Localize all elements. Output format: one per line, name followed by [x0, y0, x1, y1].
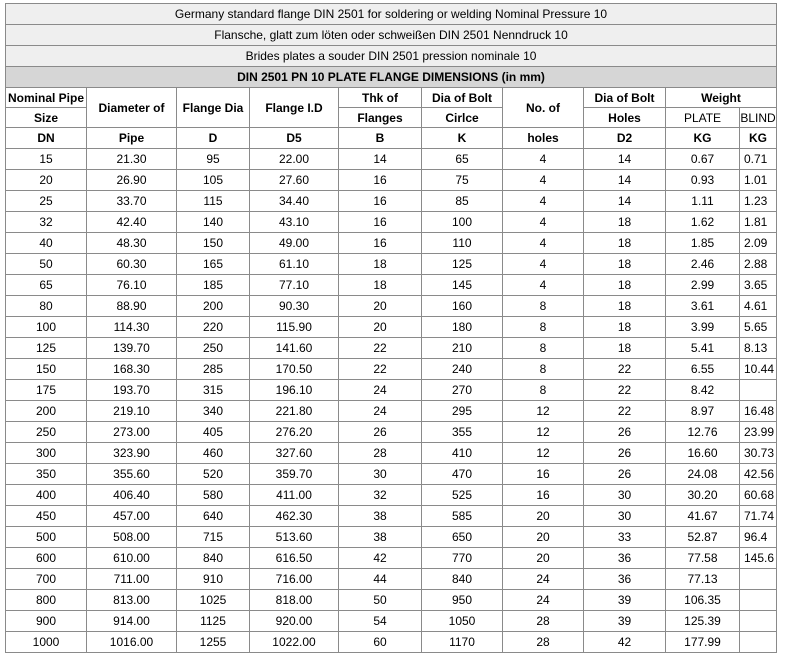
cell-pipe-dia: 914.00	[87, 611, 177, 632]
cell-dn: 500	[6, 527, 87, 548]
cell-flange-id: 77.10	[250, 275, 339, 296]
cell-weight-blind	[740, 569, 777, 590]
cell-thickness: 30	[339, 464, 422, 485]
cell-weight-blind: 1.01	[740, 170, 777, 191]
cell-weight-plate: 2.46	[666, 254, 740, 275]
cell-pipe-dia: 193.70	[87, 380, 177, 401]
cell-dn: 150	[6, 359, 87, 380]
cell-hole-dia: 18	[584, 233, 666, 254]
cell-weight-blind: 60.68	[740, 485, 777, 506]
table-row	[6, 401, 777, 422]
cell-dn: 15	[6, 149, 87, 170]
cell-flange-dia: 200	[177, 296, 250, 317]
cell-weight-plate: 52.87	[666, 527, 740, 548]
cell-pipe-dia: 114.30	[87, 317, 177, 338]
cell-dn: 450	[6, 506, 87, 527]
header-flange-id: Flange I.D	[250, 88, 339, 128]
cell-bolt-circle: 650	[422, 527, 503, 548]
cell-flange-id: 359.70	[250, 464, 339, 485]
cell-pipe-dia: 813.00	[87, 590, 177, 611]
cell-thickness: 32	[339, 485, 422, 506]
cell-bolt-circle: 470	[422, 464, 503, 485]
header-diameter-of: Diameter of	[87, 88, 177, 128]
table-row	[6, 506, 777, 527]
table-row	[6, 485, 777, 506]
cell-thickness: 22	[339, 338, 422, 359]
cell-weight-plate: 8.97	[666, 401, 740, 422]
cell-thickness: 54	[339, 611, 422, 632]
cell-weight-blind: 1.23	[740, 191, 777, 212]
cell-dn: 800	[6, 590, 87, 611]
table-row	[6, 275, 777, 296]
cell-weight-plate: 3.61	[666, 296, 740, 317]
cell-flange-dia: 460	[177, 443, 250, 464]
cell-bolt-circle: 270	[422, 380, 503, 401]
cell-weight-plate: 106.35	[666, 590, 740, 611]
cell-hole-dia: 26	[584, 443, 666, 464]
cell-dn: 300	[6, 443, 87, 464]
cell-bolt-circle: 240	[422, 359, 503, 380]
cell-weight-blind	[740, 590, 777, 611]
cell-flange-id: 27.60	[250, 170, 339, 191]
cell-flange-id: 1022.00	[250, 632, 339, 653]
cell-flange-id: 49.00	[250, 233, 339, 254]
cell-pipe-dia: 323.90	[87, 443, 177, 464]
cell-flange-dia: 115	[177, 191, 250, 212]
cell-dn: 250	[6, 422, 87, 443]
cell-hole-dia: 36	[584, 569, 666, 590]
cell-thickness: 60	[339, 632, 422, 653]
cell-flange-id: 170.50	[250, 359, 339, 380]
cell-flange-dia: 520	[177, 464, 250, 485]
cell-hole-dia: 26	[584, 422, 666, 443]
cell-hole-dia: 14	[584, 170, 666, 191]
flange-dimensions-table	[5, 3, 777, 653]
cell-thickness: 24	[339, 401, 422, 422]
cell-flange-dia: 150	[177, 233, 250, 254]
title-german: Flansche, glatt zum löten oder schweißen DIN 2501 Nenndruck 10	[6, 25, 777, 46]
header-weight: Weight	[666, 88, 777, 108]
cell-no-holes: 20	[503, 548, 584, 569]
cell-bolt-circle: 410	[422, 443, 503, 464]
header-pipe: Pipe	[87, 128, 177, 149]
cell-weight-plate: 1.62	[666, 212, 740, 233]
cell-thickness: 18	[339, 254, 422, 275]
header-bolt-circle-line2: Cirlce	[422, 108, 503, 128]
cell-weight-blind: 71.74	[740, 506, 777, 527]
cell-bolt-circle: 770	[422, 548, 503, 569]
table-row	[6, 548, 777, 569]
cell-pipe-dia: 406.40	[87, 485, 177, 506]
cell-no-holes: 4	[503, 254, 584, 275]
header-d2: D2	[584, 128, 666, 149]
cell-flange-dia: 250	[177, 338, 250, 359]
cell-no-holes: 24	[503, 590, 584, 611]
cell-weight-plate: 5.41	[666, 338, 740, 359]
table-row	[6, 212, 777, 233]
data-rows	[6, 149, 777, 653]
cell-hole-dia: 36	[584, 548, 666, 569]
cell-no-holes: 4	[503, 233, 584, 254]
cell-thickness: 18	[339, 275, 422, 296]
header-bolt-circle-line1: Dia of Bolt	[422, 88, 503, 108]
cell-thickness: 24	[339, 380, 422, 401]
cell-hole-dia: 26	[584, 464, 666, 485]
cell-hole-dia: 22	[584, 401, 666, 422]
cell-weight-blind: 2.09	[740, 233, 777, 254]
cell-pipe-dia: 711.00	[87, 569, 177, 590]
cell-no-holes: 8	[503, 338, 584, 359]
cell-weight-blind	[740, 632, 777, 653]
cell-dn: 400	[6, 485, 87, 506]
cell-thickness: 50	[339, 590, 422, 611]
header-dia-holes-line2: Holes	[584, 108, 666, 128]
cell-pipe-dia: 21.30	[87, 149, 177, 170]
cell-no-holes: 8	[503, 359, 584, 380]
cell-thickness: 16	[339, 170, 422, 191]
cell-no-holes: 24	[503, 569, 584, 590]
cell-flange-dia: 405	[177, 422, 250, 443]
cell-no-holes: 8	[503, 296, 584, 317]
table-row	[6, 296, 777, 317]
cell-weight-plate: 16.60	[666, 443, 740, 464]
cell-thickness: 20	[339, 317, 422, 338]
cell-thickness: 22	[339, 359, 422, 380]
cell-weight-blind: 4.61	[740, 296, 777, 317]
cell-hole-dia: 39	[584, 590, 666, 611]
cell-hole-dia: 18	[584, 212, 666, 233]
cell-weight-plate: 77.58	[666, 548, 740, 569]
cell-flange-id: 61.10	[250, 254, 339, 275]
cell-flange-id: 141.60	[250, 338, 339, 359]
cell-flange-id: 115.90	[250, 317, 339, 338]
header-nominal-pipe-size-line2: Size	[6, 108, 87, 128]
cell-flange-id: 818.00	[250, 590, 339, 611]
cell-weight-blind: 8.13	[740, 338, 777, 359]
cell-no-holes: 28	[503, 632, 584, 653]
cell-bolt-circle: 1050	[422, 611, 503, 632]
header-blind: BLIND	[740, 108, 777, 128]
cell-flange-dia: 840	[177, 548, 250, 569]
cell-weight-plate: 24.08	[666, 464, 740, 485]
cell-pipe-dia: 60.30	[87, 254, 177, 275]
cell-dn: 40	[6, 233, 87, 254]
cell-dn: 25	[6, 191, 87, 212]
header-thk-line1: Thk of	[339, 88, 422, 108]
cell-flange-id: 22.00	[250, 149, 339, 170]
cell-weight-blind: 42.56	[740, 464, 777, 485]
cell-hole-dia: 22	[584, 380, 666, 401]
cell-bolt-circle: 585	[422, 506, 503, 527]
cell-dn: 65	[6, 275, 87, 296]
cell-dn: 600	[6, 548, 87, 569]
cell-no-holes: 8	[503, 380, 584, 401]
header-d5: D5	[250, 128, 339, 149]
cell-bolt-circle: 85	[422, 191, 503, 212]
cell-no-holes: 4	[503, 149, 584, 170]
header-d: D	[177, 128, 250, 149]
cell-hole-dia: 18	[584, 296, 666, 317]
cell-hole-dia: 39	[584, 611, 666, 632]
cell-bolt-circle: 160	[422, 296, 503, 317]
cell-no-holes: 16	[503, 464, 584, 485]
cell-weight-plate: 77.13	[666, 569, 740, 590]
cell-bolt-circle: 355	[422, 422, 503, 443]
header-dia-holes-line1: Dia of Bolt	[584, 88, 666, 108]
cell-hole-dia: 22	[584, 359, 666, 380]
cell-flange-dia: 105	[177, 170, 250, 191]
header-dn: DN	[6, 128, 87, 149]
cell-no-holes: 4	[503, 212, 584, 233]
cell-no-holes: 16	[503, 485, 584, 506]
cell-thickness: 42	[339, 548, 422, 569]
cell-dn: 80	[6, 296, 87, 317]
cell-weight-plate: 30.20	[666, 485, 740, 506]
cell-no-holes: 12	[503, 401, 584, 422]
header-holes: holes	[503, 128, 584, 149]
cell-flange-dia: 1125	[177, 611, 250, 632]
cell-bolt-circle: 125	[422, 254, 503, 275]
cell-weight-blind: 145.6	[740, 548, 777, 569]
cell-flange-dia: 340	[177, 401, 250, 422]
cell-weight-plate: 3.99	[666, 317, 740, 338]
cell-bolt-circle: 840	[422, 569, 503, 590]
cell-flange-id: 43.10	[250, 212, 339, 233]
cell-flange-id: 276.20	[250, 422, 339, 443]
cell-thickness: 20	[339, 296, 422, 317]
cell-flange-id: 34.40	[250, 191, 339, 212]
cell-dn: 350	[6, 464, 87, 485]
cell-weight-blind: 23.99	[740, 422, 777, 443]
cell-weight-blind: 30.73	[740, 443, 777, 464]
title-french: Brides plates a souder DIN 2501 pression nominale 10	[6, 46, 777, 67]
cell-pipe-dia: 76.10	[87, 275, 177, 296]
header-nominal-pipe-size-line1: Nominal Pipe	[7, 90, 84, 105]
table-body	[6, 4, 777, 149]
cell-bolt-circle: 180	[422, 317, 503, 338]
header-flange-dia: Flange Dia	[177, 88, 250, 128]
cell-no-holes: 12	[503, 422, 584, 443]
cell-hole-dia: 18	[584, 338, 666, 359]
table-row	[6, 380, 777, 401]
cell-flange-dia: 165	[177, 254, 250, 275]
cell-pipe-dia: 610.00	[87, 548, 177, 569]
header-kg-blind: KG	[740, 128, 777, 149]
cell-bolt-circle: 525	[422, 485, 503, 506]
cell-dn: 125	[6, 338, 87, 359]
cell-flange-id: 411.00	[250, 485, 339, 506]
cell-bolt-circle: 100	[422, 212, 503, 233]
table-row	[6, 632, 777, 653]
cell-flange-dia: 185	[177, 275, 250, 296]
cell-bolt-circle: 1170	[422, 632, 503, 653]
table-row	[6, 338, 777, 359]
cell-dn: 1000	[6, 632, 87, 653]
cell-flange-dia: 1255	[177, 632, 250, 653]
cell-pipe-dia: 508.00	[87, 527, 177, 548]
cell-bolt-circle: 110	[422, 233, 503, 254]
cell-thickness: 28	[339, 443, 422, 464]
cell-pipe-dia: 139.70	[87, 338, 177, 359]
cell-weight-plate: 1.85	[666, 233, 740, 254]
cell-flange-id: 716.00	[250, 569, 339, 590]
table-title: DIN 2501 PN 10 PLATE FLANGE DIMENSIONS (in mm)	[6, 67, 777, 88]
cell-weight-plate: 1.11	[666, 191, 740, 212]
table-row	[6, 317, 777, 338]
cell-dn: 900	[6, 611, 87, 632]
cell-weight-blind: 1.81	[740, 212, 777, 233]
cell-weight-blind	[740, 611, 777, 632]
cell-thickness: 38	[339, 506, 422, 527]
cell-weight-plate: 8.42	[666, 380, 740, 401]
cell-pipe-dia: 26.90	[87, 170, 177, 191]
table-row	[6, 443, 777, 464]
cell-thickness: 26	[339, 422, 422, 443]
cell-hole-dia: 18	[584, 275, 666, 296]
cell-no-holes: 20	[503, 506, 584, 527]
cell-bolt-circle: 65	[422, 149, 503, 170]
table-row	[6, 254, 777, 275]
cell-no-holes: 12	[503, 443, 584, 464]
cell-bolt-circle: 950	[422, 590, 503, 611]
cell-weight-blind: 96.4	[740, 527, 777, 548]
cell-no-holes: 8	[503, 317, 584, 338]
cell-no-holes: 28	[503, 611, 584, 632]
cell-hole-dia: 33	[584, 527, 666, 548]
cell-dn: 100	[6, 317, 87, 338]
cell-weight-blind: 5.65	[740, 317, 777, 338]
cell-no-holes: 4	[503, 275, 584, 296]
cell-weight-plate: 6.55	[666, 359, 740, 380]
cell-pipe-dia: 219.10	[87, 401, 177, 422]
cell-flange-dia: 95	[177, 149, 250, 170]
table-row	[6, 191, 777, 212]
header-no-of: No. of	[503, 88, 584, 128]
cell-pipe-dia: 88.90	[87, 296, 177, 317]
cell-flange-dia: 220	[177, 317, 250, 338]
table-row	[6, 359, 777, 380]
cell-flange-id: 462.30	[250, 506, 339, 527]
cell-no-holes: 20	[503, 527, 584, 548]
cell-bolt-circle: 295	[422, 401, 503, 422]
cell-hole-dia: 18	[584, 317, 666, 338]
cell-pipe-dia: 355.60	[87, 464, 177, 485]
cell-flange-id: 221.80	[250, 401, 339, 422]
header-plate: PLATE	[666, 108, 740, 128]
header-kg-plate: KG	[666, 128, 740, 149]
table-row	[6, 233, 777, 254]
cell-hole-dia: 30	[584, 506, 666, 527]
cell-dn: 20	[6, 170, 87, 191]
cell-pipe-dia: 42.40	[87, 212, 177, 233]
cell-dn: 200	[6, 401, 87, 422]
cell-dn: 50	[6, 254, 87, 275]
header-thk-line2: Flanges	[339, 108, 422, 128]
cell-weight-blind: 0.71	[740, 149, 777, 170]
cell-weight-blind: 2.88	[740, 254, 777, 275]
cell-flange-dia: 140	[177, 212, 250, 233]
cell-flange-id: 513.60	[250, 527, 339, 548]
cell-dn: 175	[6, 380, 87, 401]
cell-weight-plate: 41.67	[666, 506, 740, 527]
cell-bolt-circle: 145	[422, 275, 503, 296]
cell-weight-blind: 3.65	[740, 275, 777, 296]
header-k: K	[422, 128, 503, 149]
cell-weight-blind: 16.48	[740, 401, 777, 422]
cell-thickness: 16	[339, 191, 422, 212]
table-row	[6, 527, 777, 548]
cell-no-holes: 4	[503, 191, 584, 212]
cell-weight-plate: 2.99	[666, 275, 740, 296]
cell-flange-dia: 910	[177, 569, 250, 590]
cell-flange-id: 196.10	[250, 380, 339, 401]
header-nominal-pipe-size	[6, 88, 87, 108]
cell-weight-plate: 12.76	[666, 422, 740, 443]
cell-dn: 700	[6, 569, 87, 590]
cell-thickness: 16	[339, 212, 422, 233]
cell-pipe-dia: 1016.00	[87, 632, 177, 653]
table-row	[6, 149, 777, 170]
cell-pipe-dia: 48.30	[87, 233, 177, 254]
cell-weight-plate: 177.99	[666, 632, 740, 653]
cell-flange-id: 327.60	[250, 443, 339, 464]
cell-thickness: 44	[339, 569, 422, 590]
cell-flange-id: 920.00	[250, 611, 339, 632]
cell-weight-blind	[740, 380, 777, 401]
cell-hole-dia: 42	[584, 632, 666, 653]
cell-flange-dia: 715	[177, 527, 250, 548]
cell-thickness: 16	[339, 233, 422, 254]
cell-no-holes: 4	[503, 170, 584, 191]
table-row	[6, 611, 777, 632]
cell-flange-dia: 315	[177, 380, 250, 401]
cell-weight-plate: 0.67	[666, 149, 740, 170]
cell-hole-dia: 14	[584, 191, 666, 212]
header-b: B	[339, 128, 422, 149]
table-row	[6, 422, 777, 443]
cell-pipe-dia: 457.00	[87, 506, 177, 527]
cell-weight-plate: 0.93	[666, 170, 740, 191]
cell-bolt-circle: 210	[422, 338, 503, 359]
cell-flange-dia: 1025	[177, 590, 250, 611]
cell-flange-id: 90.30	[250, 296, 339, 317]
table-row	[6, 569, 777, 590]
cell-hole-dia: 18	[584, 254, 666, 275]
title-english: Germany standard flange DIN 2501 for soldering or welding Nominal Pressure 10	[6, 4, 777, 25]
cell-dn: 32	[6, 212, 87, 233]
cell-weight-blind: 10.44	[740, 359, 777, 380]
cell-flange-dia: 580	[177, 485, 250, 506]
cell-thickness: 38	[339, 527, 422, 548]
table-row	[6, 170, 777, 191]
table-row	[6, 590, 777, 611]
cell-pipe-dia: 168.30	[87, 359, 177, 380]
cell-flange-dia: 285	[177, 359, 250, 380]
cell-pipe-dia: 33.70	[87, 191, 177, 212]
cell-hole-dia: 30	[584, 485, 666, 506]
cell-bolt-circle: 75	[422, 170, 503, 191]
cell-flange-dia: 640	[177, 506, 250, 527]
cell-flange-id: 616.50	[250, 548, 339, 569]
cell-hole-dia: 14	[584, 149, 666, 170]
cell-pipe-dia: 273.00	[87, 422, 177, 443]
cell-thickness: 14	[339, 149, 422, 170]
cell-weight-plate: 125.39	[666, 611, 740, 632]
table-row	[6, 464, 777, 485]
